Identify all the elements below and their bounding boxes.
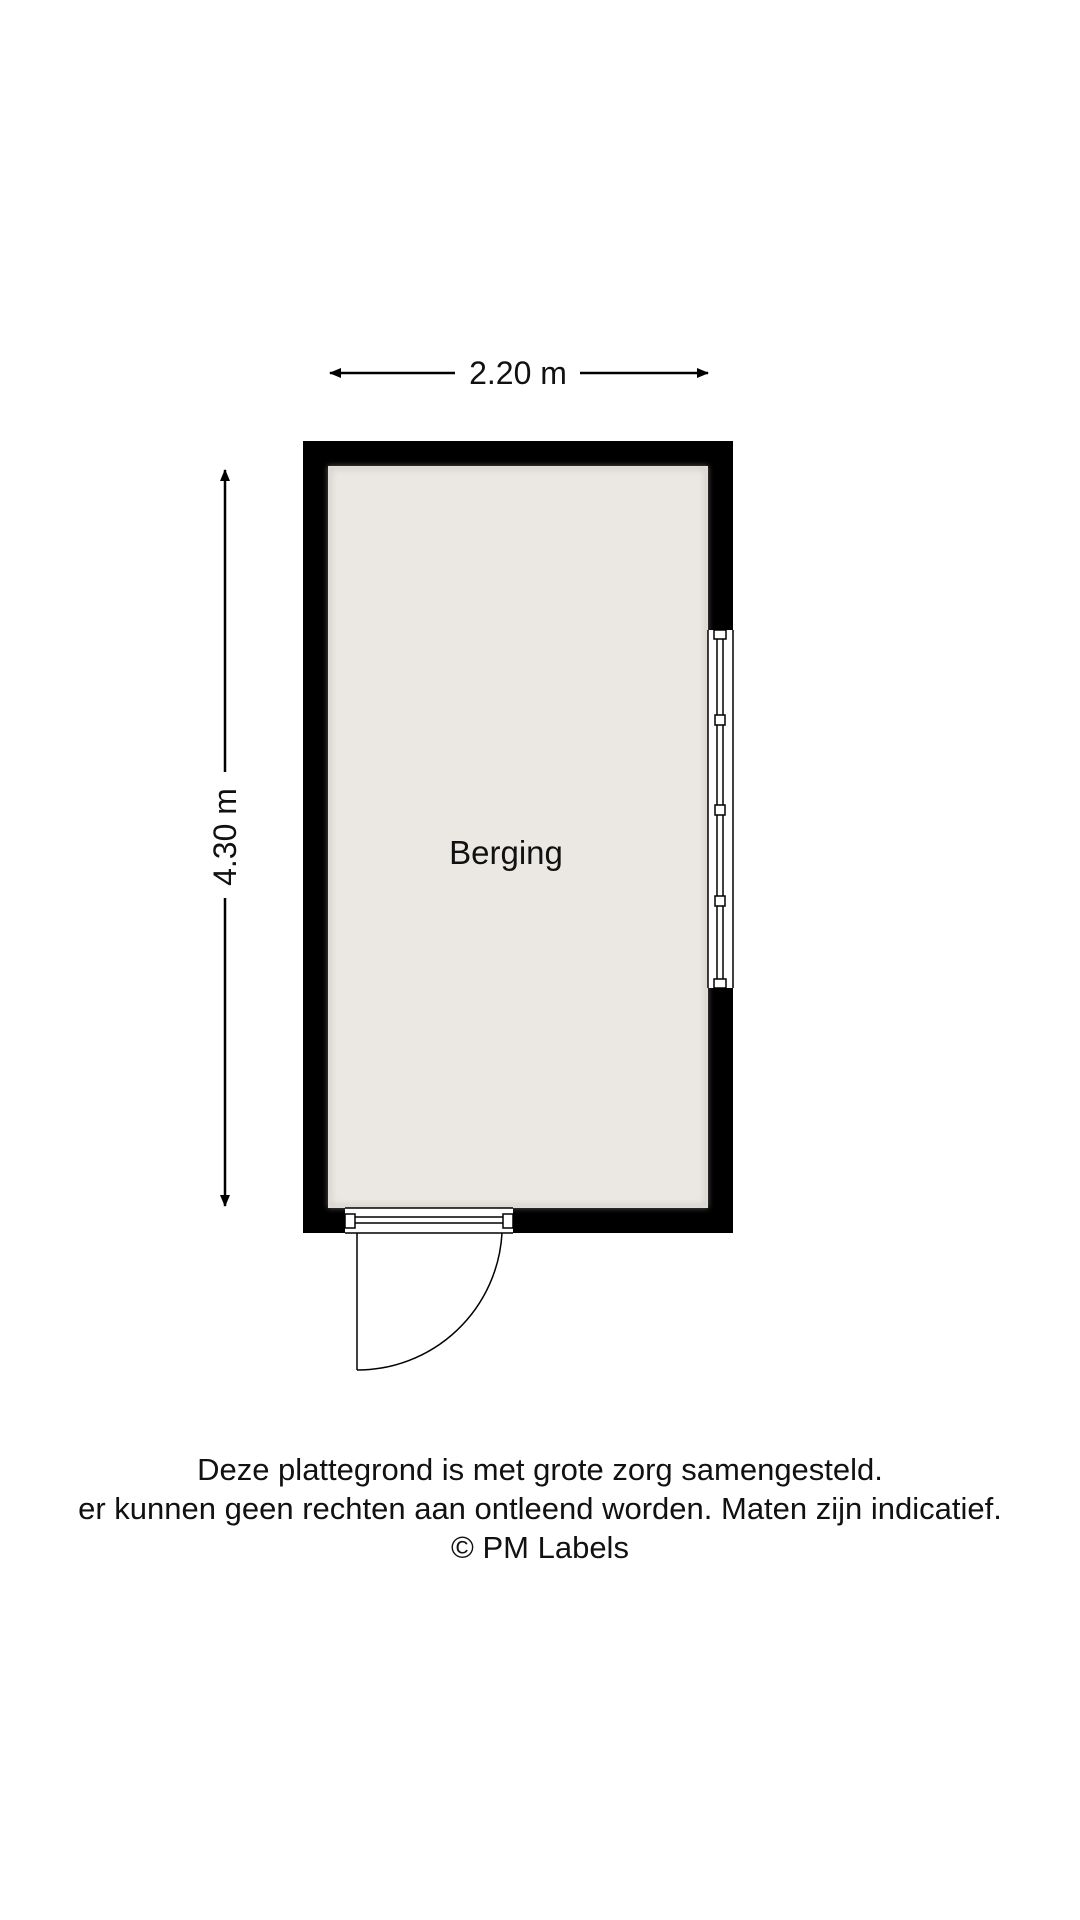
disclaimer-line-1: Deze plattegrond is met grote zorg samengesteld.: [197, 1452, 883, 1487]
width-dimension: [330, 355, 708, 391]
door-swing-arc: [357, 1233, 502, 1370]
disclaimer-line-2: er kunnen geen rechten aan ontleend worden. Maten zijn indicatief.: [78, 1491, 1002, 1526]
room-berging: [303, 441, 733, 1370]
door-bottom: [345, 1208, 513, 1370]
disclaimer: [0, 1450, 1080, 1567]
height-label: 4.30 m: [207, 788, 243, 886]
width-label: 2.20 m: [469, 355, 567, 391]
window-right: [708, 630, 733, 988]
height-dimension: [207, 470, 243, 1206]
copyright-line: © PM Labels: [451, 1530, 629, 1565]
room-label: Berging: [449, 834, 563, 871]
